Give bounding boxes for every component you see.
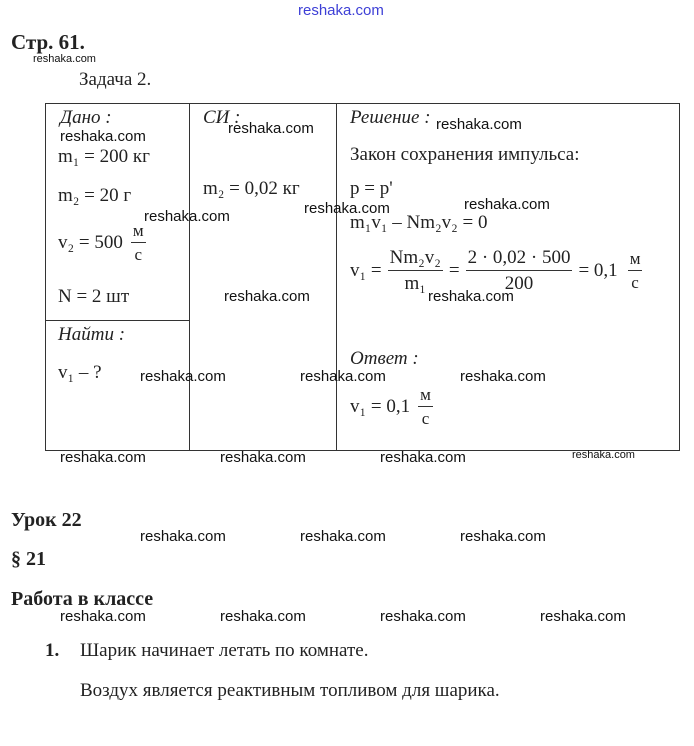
section-heading: § 21 — [11, 548, 46, 570]
answer-unit — [418, 386, 433, 427]
eq3-fraction-2 — [466, 248, 573, 293]
table-divider-1 — [189, 103, 190, 451]
answer-value: v₁ = 0,1 — [350, 395, 411, 417]
watermark: reshaka.com — [140, 368, 226, 385]
si-m2: m₂ = 0,02 кг — [203, 178, 300, 199]
watermark: reshaka.com — [572, 449, 635, 461]
unit-numerator: м — [628, 250, 643, 271]
watermark: reshaka.com — [300, 368, 386, 385]
unit-numerator: м — [131, 222, 146, 243]
answer-line — [350, 386, 433, 427]
item-number: 1. — [45, 640, 60, 661]
table-top-border — [45, 103, 680, 104]
unit-denominator: с — [421, 409, 430, 428]
watermark: reshaka.com — [304, 200, 390, 217]
watermark: reshaka.com — [380, 449, 466, 466]
answer-line-1: Шарик начинает летать по комнате. — [80, 640, 369, 661]
solution-eq2: m₁v₁ – Nm₂v₂ = 0 — [350, 212, 488, 233]
watermark: reshaka.com — [540, 608, 626, 625]
watermark: reshaka.com — [460, 528, 546, 545]
watermark: reshaka.com — [60, 449, 146, 466]
given-N: N = 2 шт — [58, 286, 130, 307]
unit-numerator: м — [418, 386, 433, 407]
watermark: reshaka.com — [220, 449, 306, 466]
eq3-equals: = — [448, 259, 460, 281]
page-reference: Стр. 61. — [11, 30, 85, 54]
eq3-fraction-1 — [388, 248, 443, 293]
watermark: reshaka.com — [60, 128, 146, 145]
solution-eq1: p = p' — [350, 178, 393, 199]
given-v2-unit — [131, 222, 146, 263]
watermark: reshaka.com — [144, 208, 230, 225]
watermark: reshaka.com — [428, 288, 514, 305]
si-header: СИ : — [203, 107, 241, 128]
classwork-heading: Работа в классе — [11, 588, 154, 610]
watermark: reshaka.com — [60, 608, 146, 625]
solution-eq3 — [350, 248, 642, 293]
given-header: Дано : — [60, 107, 112, 128]
given-v2 — [58, 222, 146, 263]
given-m1: m₁ = 200 кг — [58, 146, 150, 167]
eq3-frac1-numerator: Nm₂v₂ — [388, 248, 443, 271]
watermark: reshaka.com — [436, 116, 522, 133]
answer-line-2: Воздух является реактивным топливом для шарика. — [80, 680, 500, 701]
table-divider-2 — [336, 103, 337, 451]
task-title: Задача 2. — [79, 69, 152, 90]
watermark: reshaka.com — [464, 196, 550, 213]
eq3-lhs: v₁ = — [350, 259, 382, 281]
eq3-result: = 0,1 — [578, 259, 618, 281]
given-v2-value: v₂ = 500 — [58, 231, 123, 253]
watermark: reshaka.com — [220, 608, 306, 625]
unit-denominator: с — [631, 273, 639, 292]
watermark-top: reshaka.com — [298, 2, 384, 19]
watermark: reshaka.com — [224, 288, 310, 305]
watermark: reshaka.com — [300, 528, 386, 545]
watermark: reshaka.com — [380, 608, 466, 625]
eq3-frac2-numerator: 2 · 0,02 · 500 — [466, 248, 573, 271]
eq3-unit — [628, 250, 643, 291]
solution-header: Решение : — [350, 107, 431, 128]
table-left-border — [45, 103, 46, 451]
answer-header: Ответ : — [350, 348, 419, 369]
given-m2: m₂ = 20 г — [58, 185, 132, 206]
watermark: reshaka.com — [228, 120, 314, 137]
given-find-divider — [45, 320, 190, 321]
watermark: reshaka.com — [460, 368, 546, 385]
find-item: v₁ – ? — [58, 362, 102, 383]
eq3-frac2-denominator: 200 — [504, 273, 534, 294]
find-header: Найти : — [58, 324, 126, 345]
table-right-border — [679, 103, 680, 451]
eq3-frac1-denominator: m₁ — [404, 273, 426, 294]
solution-law: Закон сохранения импульса: — [350, 144, 580, 165]
lesson-heading: Урок 22 — [11, 509, 82, 531]
watermark: reshaka.com — [140, 528, 226, 545]
watermark: reshaka.com — [33, 53, 96, 65]
unit-denominator: с — [134, 245, 142, 264]
